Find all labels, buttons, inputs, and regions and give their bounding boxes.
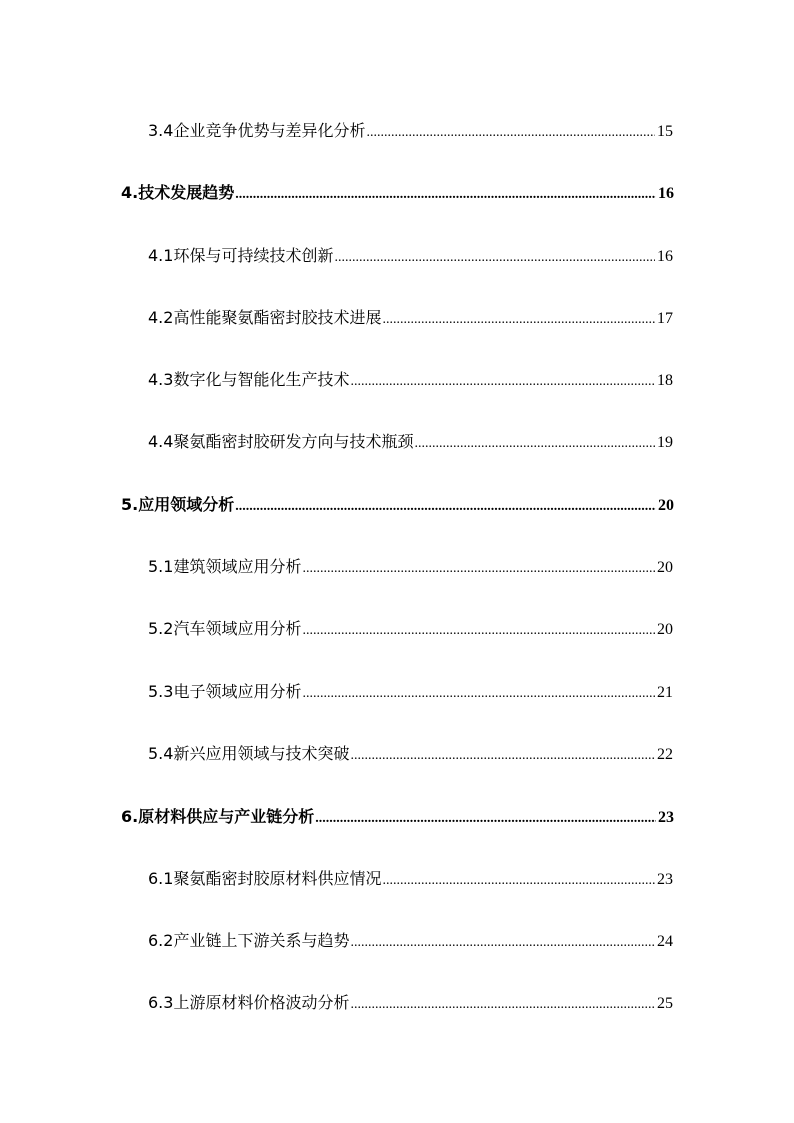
toc-title: 产业链上下游关系与趋势 [173,931,350,950]
toc-entry-5-4[interactable] [148,741,673,764]
dot-leader [315,811,656,827]
toc-title: 技术发展趋势 [138,183,235,202]
dot-leader [235,499,656,515]
toc-entry-6-1[interactable] [148,866,673,889]
toc-entry-4-4[interactable] [148,429,673,452]
toc-entry-4-2[interactable] [148,305,673,328]
toc-number: 6. [121,807,139,826]
toc-page-number: 22 [657,746,673,763]
dot-leader [334,250,655,266]
toc-entry-5-2[interactable] [148,616,673,639]
toc-entry-4-3[interactable] [148,367,673,390]
dot-leader [350,748,655,764]
toc-entry-4[interactable] [121,180,674,203]
toc-page-number: 24 [657,933,673,950]
toc-title: 聚氨酯密封胶原材料供应情况 [173,869,382,888]
toc-number: 3.4 [148,121,174,140]
toc-entry-6-3[interactable] [148,990,673,1013]
toc-entry-5[interactable] [121,492,674,515]
toc-title: 原材料供应与产业链分析 [138,807,315,826]
dot-leader [235,187,656,203]
toc-entry-4-1[interactable] [148,243,673,266]
toc-entry-6-2[interactable] [148,928,673,951]
toc-page-number: 23 [657,871,673,888]
toc-page-number: 25 [657,995,673,1012]
toc-page-number: 16 [657,248,673,265]
dot-leader [302,623,655,639]
dot-leader [382,873,655,889]
dot-leader [414,436,655,452]
dot-leader [350,935,655,951]
toc-entry-5-3[interactable] [148,679,673,702]
toc-page-number: 15 [657,123,673,140]
toc-page-number: 17 [657,310,673,327]
dot-leader [382,312,655,328]
toc-number: 5.4 [148,744,174,763]
toc-number: 5. [121,495,139,514]
toc-number: 5.3 [148,682,174,701]
dot-leader [302,686,655,702]
toc-number: 6.2 [148,931,174,950]
toc-title: 企业竞争优势与差异化分析 [173,121,366,140]
toc-number: 4. [121,183,139,202]
toc-number: 4.3 [148,370,174,389]
dot-leader [350,374,655,390]
toc-title: 汽车领域应用分析 [173,619,302,638]
toc-entry-6[interactable] [121,804,674,827]
toc-page-number: 18 [657,372,673,389]
toc-title: 新兴应用领域与技术突破 [173,744,350,763]
toc-page-number: 20 [657,621,673,638]
toc-number: 6.1 [148,869,174,888]
toc-number: 4.1 [148,246,174,265]
toc-title: 上游原材料价格波动分析 [173,993,350,1012]
dot-leader [366,125,655,141]
toc-title: 高性能聚氨酯密封胶技术进展 [173,308,382,327]
toc-page-number: 20 [657,559,673,576]
toc-number: 4.4 [148,432,174,451]
toc-title: 数字化与智能化生产技术 [173,370,350,389]
toc-title: 环保与可持续技术创新 [173,246,334,265]
toc-number: 5.1 [148,557,174,576]
toc-entry-3-4[interactable] [148,118,673,141]
toc-page-number: 19 [657,434,673,451]
toc-page-number: 20 [658,497,674,514]
toc-page-number: 21 [657,684,673,701]
toc-number: 6.3 [148,993,174,1012]
toc-title: 应用领域分析 [138,495,235,514]
toc-number: 5.2 [148,619,174,638]
toc-number: 4.2 [148,308,174,327]
toc-title: 聚氨酯密封胶研发方向与技术瓶颈 [173,432,414,451]
dot-leader [350,997,655,1013]
toc-title: 电子领域应用分析 [173,682,302,701]
dot-leader [302,561,655,577]
toc-page-number: 23 [658,809,674,826]
toc-title: 建筑领域应用分析 [173,557,302,576]
toc-entry-5-1[interactable] [148,554,673,577]
toc-page-number: 16 [658,185,674,202]
